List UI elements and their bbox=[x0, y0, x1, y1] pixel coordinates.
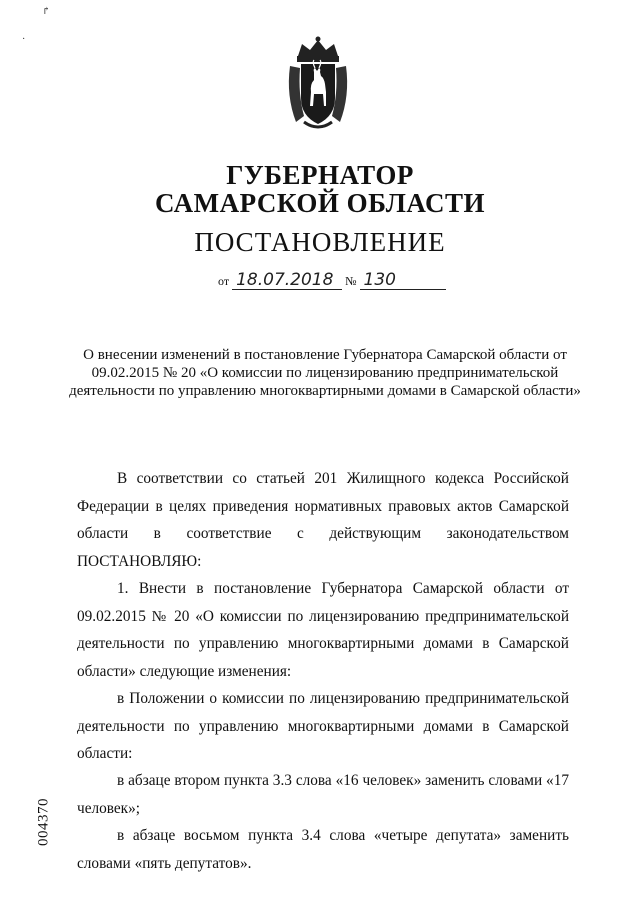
date-number-line bbox=[218, 272, 446, 290]
preamble-paragraph: В соответствии со статьей 201 Жилищного кодекса Российской Федерации в целях приведения нормативных правовых актов Самарской области в соответствие с действующим законодательством ПОСТАНОВЛЯЮ: bbox=[77, 470, 569, 570]
regulation-paragraph: в Положении о комиссии по лицензированию предпринимательской деятельности по управлению многоквартирными домами в Самарской области: bbox=[77, 690, 569, 762]
issuer-title-line1: ГУБЕРНАТОР bbox=[226, 160, 414, 190]
document-number: 130 bbox=[360, 272, 446, 290]
document-date: 18.07.2018 bbox=[232, 272, 342, 290]
document-type: ПОСТАНОВЛЕНИЕ bbox=[194, 227, 446, 257]
samara-coat-of-arms-icon bbox=[284, 36, 352, 132]
number-prefix: № bbox=[345, 274, 357, 288]
amendment-paragraph-2: в абзаце восьмом пункта 3.4 слова «четыре депутата» заменить словами «пять депутатов». bbox=[77, 827, 569, 872]
serial-number bbox=[34, 792, 54, 852]
serial-number-text: 004370 bbox=[35, 798, 52, 846]
item-1-paragraph: 1. Внести в постановление Губернатора Самарской области от 09.02.2015 № 20 «О комиссии по лицензированию предпринимательской деятельности по управлению многоквартирными домами в Самарской области» следующие изменения: bbox=[77, 580, 569, 680]
date-prefix: от bbox=[218, 274, 230, 288]
issuer-title-line2: САМАРСКОЙ ОБЛАСТИ bbox=[154, 188, 486, 218]
amendment-paragraph-1: в абзаце втором пункта 3.3 слова «16 человек» заменить словами «17 человек»; bbox=[77, 772, 569, 817]
document-subject: О внесении изменений в постановление Губернатора Самарской области от 09.02.2015 № 20 «О комиссии по лицензированию предпринимательской деятельности по управлению многоквартирными домами в Самарской области» bbox=[69, 347, 581, 399]
